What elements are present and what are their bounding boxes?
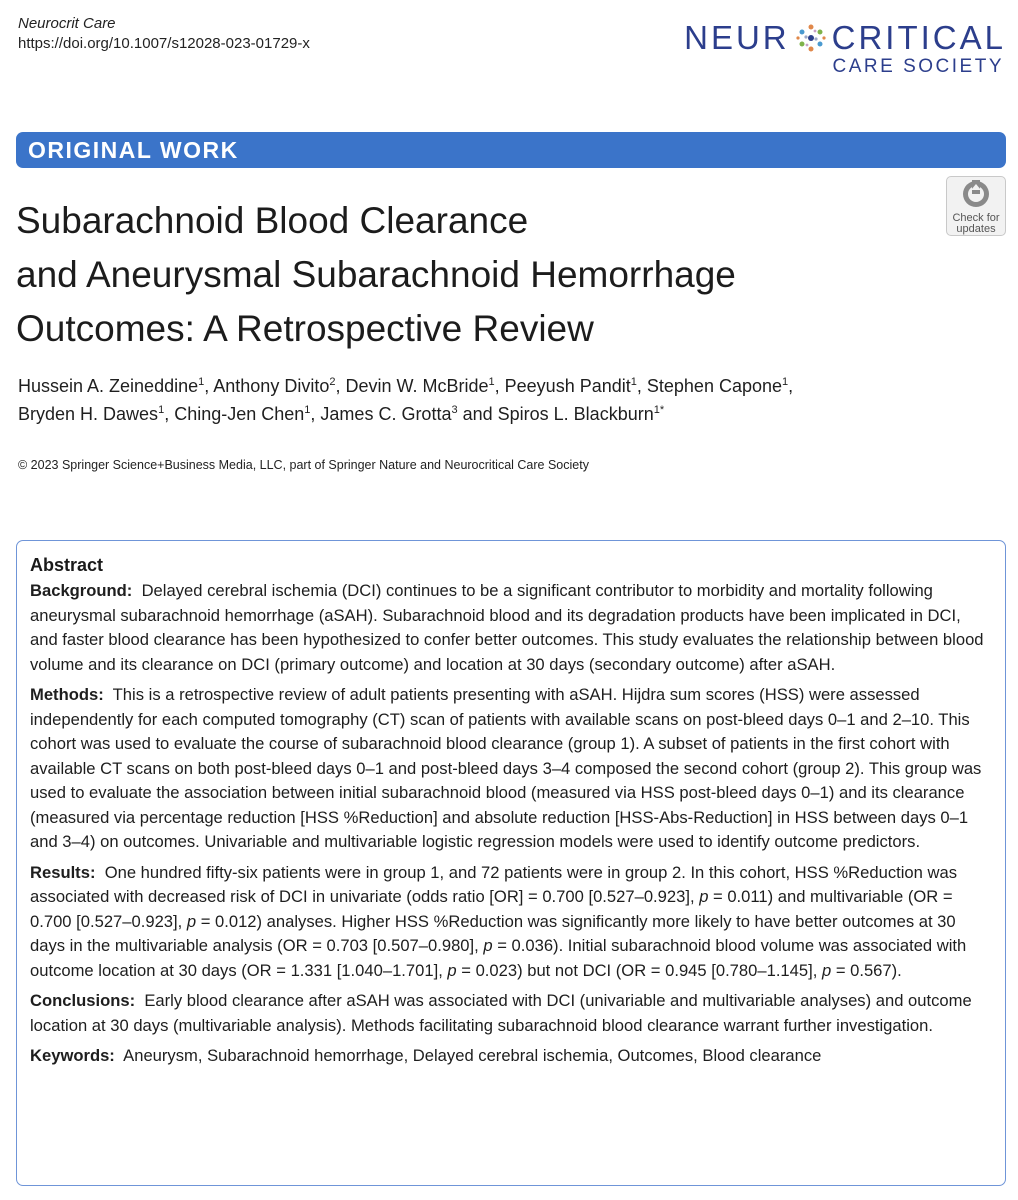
author[interactable]: Ching-Jen Chen$^1$ [174,404,311,424]
article-type-banner: ORIGINAL WORK [16,132,1006,168]
abstract-box [16,540,1006,1186]
author[interactable]: Spiros L. Blackburn$^{1*}$ [497,404,665,424]
author-list: Hussein A. Zeineddine$^1$, Anthony Divito$^2$, Devin W. McBride$^1$, Peeyush Pandit$^1$, Stephen Capone$^1$, Bryden H. Dawes$^1$, Ching-Jen Chen$^1$, James C. Grotta$^3$ and Spiros L. Blackburn$^{1*}$ [18,376,794,424]
author[interactable]: Peeyush Pandit$^1$ [504,376,637,396]
journal-header [18,14,310,54]
abstract-methods: Methods: This is a retrospective review of adult patients presenting with aSAH. Hijdra sum scores (HSS) were assessed independently for each computed tomography (CT) scan of patients with available scans on post-bleed days 0–1 and 2–10. This cohort was used to evaluate the course of subarachnoid blood clearance (group 1). A subset of patients in the first cohort with available CT scans on both post-bleed days 0–1 and post-bleed days 3–4 composed the second cohort (group 2). This group was used to evaluate the association between initial subarachnoid blood (measured via HSS post-bleed days 0–1) and its clearance (measured via percentage reduction [HSS %Reduction] and absolute reduction [HSS-Abs-Reduction] in HSS between days 0–1 and 3–4) on outcomes. Univariable and multivariable logistic regression models were used to identify outcome predictors. [30,685,982,851]
author[interactable]: Bryden H. Dawes$^1$ [18,404,165,424]
results-label: Results: [30,862,96,882]
doi-link[interactable]: https://doi.org/10.1007/s12028-023-01729-x [18,35,310,52]
abstract-keywords: Keywords: Aneurysm, Subarachnoid hemorrhage, Delayed cerebral ischemia, Outcomes, Blood clearance [30,1046,822,1065]
check-updates-line2: updates [956,223,996,235]
author[interactable]: Devin W. McBride$^1$ [345,376,495,396]
check-for-updates-badge[interactable] [946,176,1006,236]
title-line-3: Outcomes: A Retrospective Review [16,308,594,349]
author[interactable]: Hussein A. Zeineddine$^1$ [18,376,205,396]
background-label: Background: [30,581,133,600]
check-updates-icon [962,180,990,208]
conclusions-label: Conclusions: [30,991,136,1010]
copyright-notice: © 2023 Springer Science+Business Media, LLC, part of Springer Nature and Neurocritical Care Society [18,458,589,472]
keywords-label: Keywords: [30,1046,115,1065]
brain-network-icon [794,21,828,55]
logo-text-right: CRITICAL [831,19,1006,56]
journal-name: Neurocrit Care [18,15,116,32]
title-line-2: and Aneurysmal Subarachnoid Hemorrhage [16,254,736,295]
check-updates-line1: Check for [952,212,1000,224]
author[interactable]: Anthony Divito$^2$ [213,376,336,396]
methods-label: Methods: [30,685,104,704]
abstract-results: Results: One hundred fifty-six patients were in group 1, and 72 patients were in group 2. In this cohort, HSS %Reduction was associated with decreased risk of DCI in univariate (odds ratio [OR] = 0.700 [0.527–0.923], p = 0.011) and multivariable (OR = 0.700 [0.527–0.923], p = 0.012) analyses. Higher HSS %Reduction was significantly more likely to have better outcomes at 30 days in the multivariable analysis (OR = 0.703 [0.507–0.980], p = 0.036). Initial subarachnoid blood volume was associated with outcome location at 30 days (OR = 1.331 [1.040–1.701], p = 0.023) but not DCI (OR = 0.945 [0.780–1.145], p = 0.567). [30,862,967,980]
abstract-heading: Abstract [30,555,104,575]
abstract-background: Background: Delayed cerebral ischemia (DCI) continues to be a significant contributor to morbidity and mortality following aneurysmal subarachnoid hemorrhage (aSAH). Subarachnoid blood and its degradation products have been implicated in DCI, and faster blood clearance has been hypothesized to confer better outcomes. This study evaluates the relationship between blood volume and its clearance on DCI (primary outcome) and location at 30 days (secondary outcome) after aSAH. [30,581,984,674]
abstract-conclusions: Conclusions: Early blood clearance after aSAH was associated with DCI (univariable and multivariable analyses) and outcome location at 30 days (multivariable analysis). Methods facilitating subarachnoid blood clearance warrant further investigation. [30,991,972,1035]
author[interactable]: James C. Grotta$^3$ [320,404,458,424]
article-title [16,194,936,356]
author[interactable]: Stephen Capone$^1$ [646,376,789,396]
society-logo [684,18,1006,78]
logo-subtitle: CARE SOCIETY [832,56,1004,77]
logo-text-left: NEUR [684,19,790,56]
title-line-1: Subarachnoid Blood Clearance [16,200,529,241]
